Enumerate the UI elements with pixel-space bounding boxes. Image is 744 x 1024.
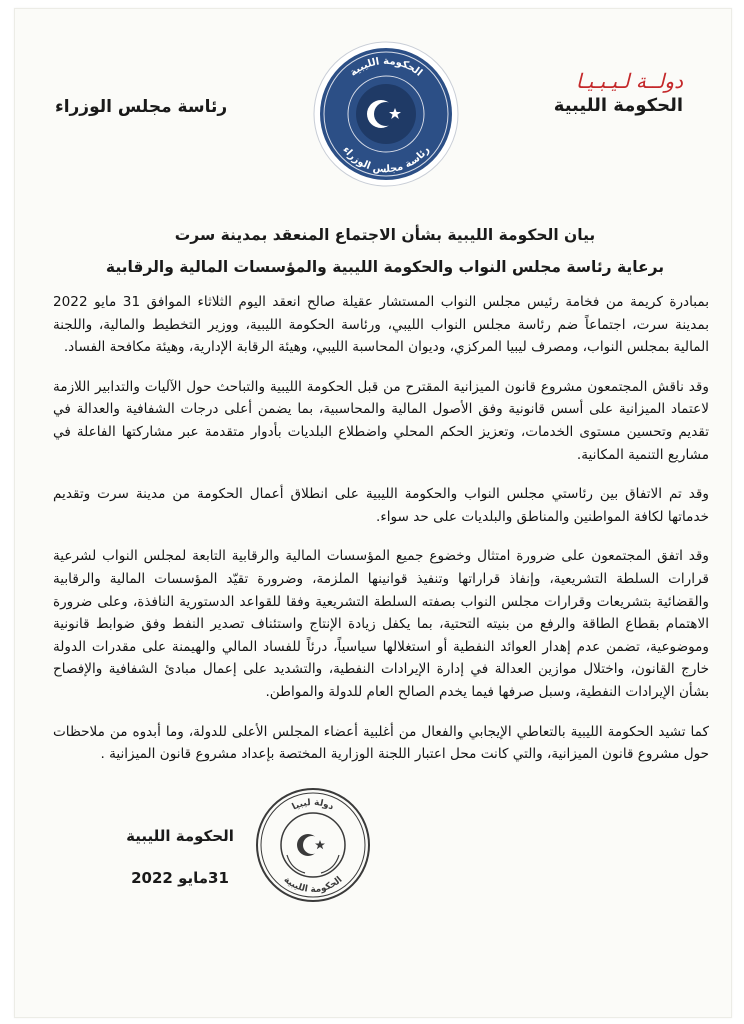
- paragraph-sirte-agreement: وقد تم الاتفاق بين رئاستي مجلس النواب والحكومة الليبية على انطلاق أعمال الحكومة من مدينة سرت وتقديم خدماتها لكافة المواطنين والمناطق والبلديات على حد سواء.: [53, 486, 709, 525]
- top-seal-ring-bottom: رئاسة مجلس الوزراء: [340, 144, 432, 176]
- statement-title: [105, 219, 665, 283]
- title-line-2: برعاية رئاسة مجلس النواب والحكومة الليبية والمؤسسات المالية والرقابية: [105, 258, 665, 276]
- header-right: [523, 69, 683, 119]
- state-of-libya-text: دولــة لـيـبـيـا: [575, 69, 683, 93]
- paragraph-budget-discussion: وقد ناقش المجتمعون مشروع قانون الميزانية المقترح من قبل الحكومة الليبية والتباحث حول الآليات والتدابير اللازمة لاعتماد الميزانية على أسس قانونية وفق الأصول المالية والمحاسبية، بما يضمن أعلى درجات الشفافية والعدالة في تقديم وتحسين مستوى الخدمات، وتعزيز الحكم المحلي واضطلاع البلديات بأدوار متقدمة عبر مشاركتها الفاعلة في مشاريع التنمية المكانية.: [53, 378, 709, 463]
- cabinet-presidency-heading: رئاسة مجلس الوزراء: [55, 97, 228, 117]
- top-seal-ring-top: الحكومة الليبية: [348, 55, 425, 79]
- government-stamp-icon: [253, 785, 373, 905]
- signatory-name: الحكومة الليبية: [126, 827, 234, 845]
- paragraph-meeting-intro: بمبادرة كريمة من فخامة رئيس مجلس النواب المستشار عقيلة صالح انعقد اليوم الثلاثاء الموافق 31 مايو 2022 بمدينة سرت، اجتماعاً ضم رئاسة مجلس النواب الليبي، ورئاسة الحكومة الليبية، ووزير التخطيط والمالية، واللجنة المالية بمجلس النواب، ومصرف ليبيا المركزي، وديوان المحاسبة الليبي، وهيئة الرقابة الإدارية، وهيئة مكافحة الفساد.: [53, 294, 709, 356]
- paragraph-institutions-compliance: وقد اتفق المجتمعون على ضرورة امتثال وخضوع جميع المؤسسات المالية والرقابية التابعة لمجلس النواب لشرعية قرارات السلطة التشريعية، وإنفاذ قراراتها وتنفيذ قوانينها الملزمة، وضرورة تقيّد المؤسسات المالية والرقابية والقضائية بتشريعات وقرارات مجلس النواب بصفته السلطة التشريعية وفقا للقواعد الدستورية النافذة، وعلى ضرورة الاهتمام بقطاع الطاقة والرفع من بنيته التحتية، بما يكفل زيادة الإنتاج واستئناف تصدير النفط وفق ضوابط قانونية وموضوعية، تضمن عدم إهدار العوائد النفطية أو استغلالها سياسياً، درئاً للفساد المالي والهيمنة على مقدرات الدولة خارج القانون، واختلال موازين العدالة في إدارة الإيرادات النفطية، والتشديد على إعمال مبادئ الشفافية والإفصاح بشأن الإيرادات النفطية، وسبل صرفها فيما يخدم الصالح العام للدولة والمواطن.: [53, 548, 709, 700]
- title-line-1: بيان الحكومة الليبية بشأن الاجتماع المنعقد بمدينة سرت: [174, 226, 596, 244]
- paragraph-high-council-praise: كما تشيد الحكومة الليبية بالتعاطي الإيجابي والفعال من أغلبية أعضاء المجلس الأعلى للدولة، وما أبدوه من ملاحظات حول مشروع قانون الميزانية، والتي كانت محل اعتبار اللجنة الوزارية المختصة بإعداد مشروع قانون الميزانية .: [53, 723, 709, 763]
- stamp-ring-bottom: الحكومة الليبية: [281, 875, 345, 896]
- libyan-government-heading: الحكومة الليبية: [553, 95, 683, 116]
- stamp-ring-top: دولة ليبيا: [290, 797, 336, 813]
- government-seal-icon: [311, 39, 461, 189]
- svg-text:دولة ليبيا: [291, 798, 336, 813]
- statement-date: 31مايو 2022: [131, 869, 229, 887]
- statement-body: [53, 291, 709, 783]
- document-page: [14, 8, 732, 1018]
- signature-block: [115, 821, 245, 893]
